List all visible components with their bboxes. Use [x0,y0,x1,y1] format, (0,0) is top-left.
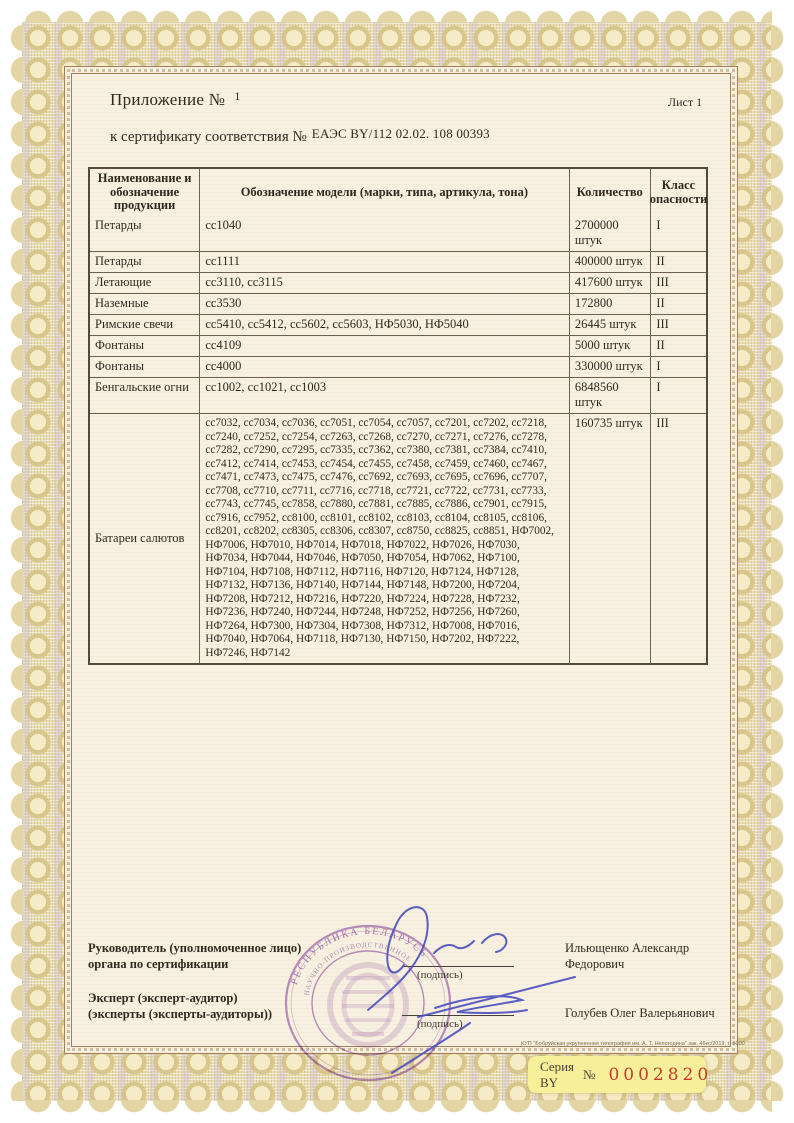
cell-qty: 2700000 штук [569,216,651,251]
cell-qty: 160735 штук [569,414,651,663]
cell-name: Наземные [95,296,149,310]
cell-class: III [650,315,706,335]
cell-qty: 400000 штук [569,252,651,272]
cell-models: cc1002, cc1021, cc1003 [199,378,569,413]
border-scallop-bottom [22,1100,772,1114]
printer-fine-print: КУП "Бобруйская укрупненная типография им. А. Т. Непогодина" зак. 46кс/2019, т. 5000 [521,1041,745,1047]
cell-class: III [650,273,706,293]
table-header-row [90,169,706,216]
cell-class: III [650,414,706,663]
serial-badge [528,1056,713,1093]
role1-line1: Руководитель (уполномоченное лицо) [88,941,302,955]
cell-models: cc1040 [199,216,569,251]
border-scallop-left [9,22,23,1101]
expert-name: Голубев Олег Валерьянович [565,1006,715,1020]
cell-name: Петарды [95,254,142,268]
cell-models: cc7032, cc7034, cc7036, cc7051, cc7054, cc7057, cc7201, cc7202, cc7218, cc7240, cc7252, cc7254, cc7263, cc7268, cc7270, cc7271, cc7276, cc7278, cc7282, cc7290, cc7295, cc7335, cc7362, cc7380, cc7381, cc7384, cc7410, cc7412, cc7414, cc7453, cc7454, cc7455, cc7458, cc7459, cc7460, cc7467, cc7471, cc7473, cc7475, cc7476, cc7692, cc7693, cc7695, cc7696, cc7707, cc7708, cc7710, cc7711, cc7716, cc7718, cc7721, cc7722, cc7731, cc7733, cc7743, cc7745, cc7858, cc7880, cc7881, cc7885, cc7886, cc7901, cc7915, cc7916, cc7952, cc8100, cc8101, cc8102, cc8103, cc8104, cc8105, cc8106, cc8201, cc8202, cc8305, cc8306, cc8307, cc8750, cc8825, cc8851, НФ7002, НФ7006, НФ7010, НФ7014, НФ7018, НФ7022, НФ7026, НФ7030, НФ7034, НФ7044, НФ7046, НФ7050, НФ7054, НФ7062, НФ7100, НФ7104, НФ7108, НФ7112, НФ7116, НФ7120, НФ7124, НФ7128, НФ7132, НФ7136, НФ7140, НФ7144, НФ7148, НФ7200, НФ7204, НФ7208, НФ7212, НФ7216, НФ7220, НФ7224, НФ7228, НФ7232, НФ7236, НФ7240, НФ7244, НФ7248, НФ7252, НФ7256, НФ7260, НФ7264, НФ7300, НФ7304, НФ7308, НФ7312, НФ7008, НФ7016, НФ7040, НФ7064, НФ7118, НФ7130, НФ7150, НФ7202, НФ7222, НФ7246, НФ7142 [199,414,569,663]
signature-caption-1: (подпись) [417,969,463,981]
cell-name: Бенгальские огни [95,380,189,394]
border-scallop-right [771,22,785,1101]
serial-number-sign: № [583,1066,596,1082]
cell-class: I [650,216,706,251]
cell-models: cc3530 [199,294,569,314]
header-cell-name: Наименование и обозначение продукции [97,171,192,213]
table-row [90,293,706,314]
appendix-number: 1 [234,89,241,103]
cell-name: Петарды [95,218,142,232]
table-row [90,356,706,377]
cell-class: II [650,294,706,314]
role2-line1: Эксперт (эксперт-аудитор) [88,991,238,1005]
role2-line2: (эксперты (эксперты-аудиторы)) [88,1006,273,1021]
subtitle-label: к сертификату соответствия № [110,129,307,145]
table-row [90,216,706,251]
stamp-inner-arc-text: НАУЧНО-ПРОИЗВОДСТВЕННОЕ [302,940,414,997]
role-expert-auditor [88,991,272,1022]
role-head-of-body [88,941,301,972]
page-title [110,90,241,110]
cell-models: cc3110, cc3115 [199,273,569,293]
stamp-arc-text: РЕСПУБЛИКА БЕЛАРУСЬ [288,925,430,987]
certificate-number: ЕАЭС BY/112 02.02. 108 00393 [311,126,490,141]
header-cell-quantity: Количество [569,169,650,216]
cell-qty: 172800 [569,294,651,314]
header-cell-hazard-class: Класс опасности [650,169,706,216]
certificate-reference [110,126,490,146]
table-row [90,314,706,335]
table-body [90,216,706,663]
cell-qty: 6848560 штук [569,378,651,413]
cell-name: Фонтаны [95,359,145,373]
cell-models: cc5410, cc5412, cc5602, cc5603, НФ5030, НФ5040 [199,315,569,335]
cell-models: cc4109 [199,336,569,356]
title-label: Приложение № [110,90,226,109]
sheet-number: Лист 1 [668,95,703,109]
table-row [90,251,706,272]
cell-name: Фонтаны [95,338,145,352]
serial-series-label: Серия BY [540,1058,575,1090]
cell-class: II [650,336,706,356]
header-cell-models: Обозначение модели (марки, типа, артикула, тона) [199,169,568,216]
cell-class: I [650,378,706,413]
cell-models: cc4000 [199,357,569,377]
table-row [90,272,706,293]
table-row [90,335,706,356]
cell-models: cc1111 [199,252,569,272]
head-name-line1: Ильющенко Александр [565,941,690,955]
cell-class: II [650,252,706,272]
cell-name: Батареи салютов [95,530,185,545]
cell-name: Римские свечи [95,317,174,331]
ink-signatures [330,895,590,1080]
cell-qty: 330000 штук [569,357,651,377]
role1-line2: органа по сертификации [88,956,229,971]
head-name-line2: Федорович [565,956,625,971]
cell-qty: 5000 штук [569,336,651,356]
products-table [88,167,708,665]
cell-qty: 26445 штук [569,315,651,335]
cell-name: Летающие [95,275,152,289]
cell-class: I [650,357,706,377]
serial-number: 0002820 [608,1064,713,1085]
signature-caption-2: (подпись) [417,1018,463,1030]
cell-qty: 417600 штук [569,273,651,293]
table-row [90,413,706,663]
table-row [90,377,706,413]
border-scallop-top [22,9,772,23]
